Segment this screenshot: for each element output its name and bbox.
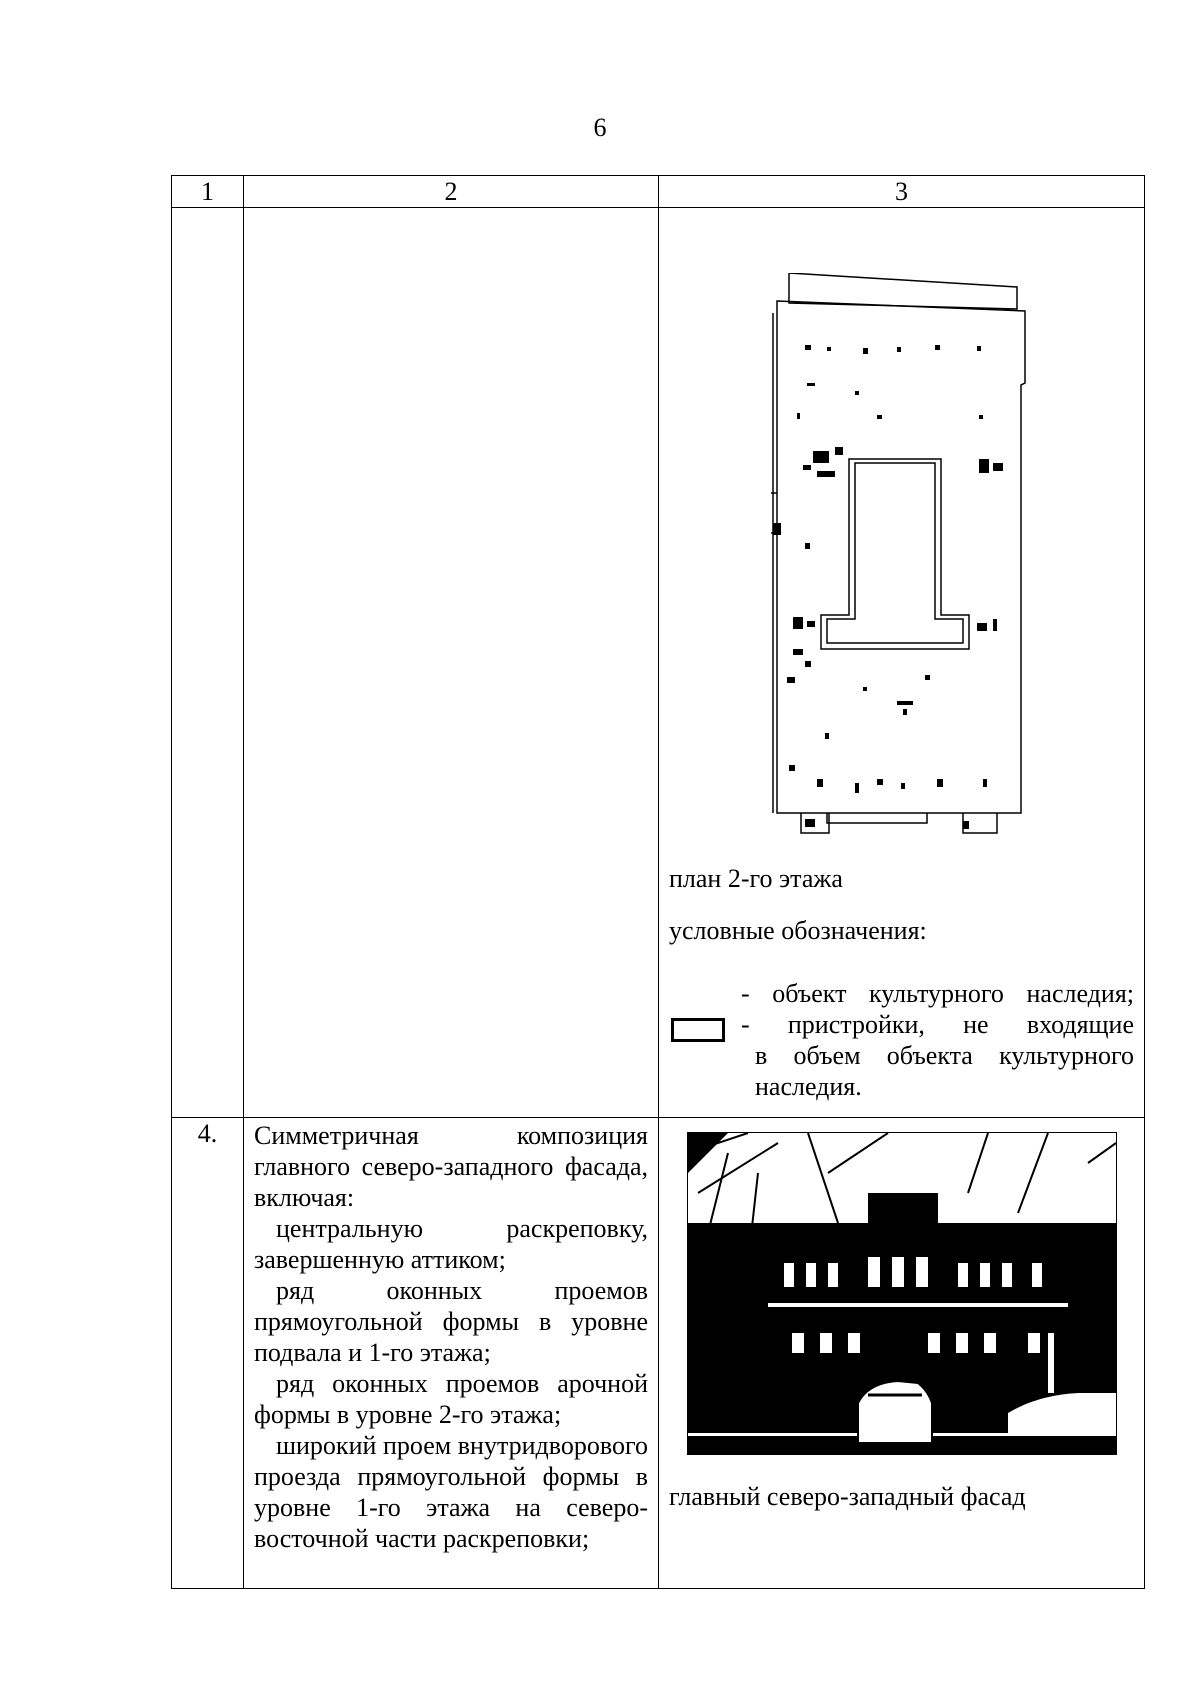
cell-plan bbox=[659, 208, 1145, 1118]
legend-item-extensions-line3: наследия. bbox=[755, 1072, 862, 1101]
page-number: 6 bbox=[593, 113, 607, 142]
row-description bbox=[244, 1118, 659, 1589]
desc-line: центральную раскреповку, завершенную аттиком; bbox=[254, 1214, 648, 1274]
table-row-4 bbox=[172, 1118, 1145, 1589]
legend-item-extensions-line2: в объем объекта культурного bbox=[755, 1041, 1134, 1070]
floor-plan-figure bbox=[669, 208, 1134, 863]
legend-item-extensions-line1: - пристройки, не входящие bbox=[741, 1010, 1135, 1039]
cell-photo bbox=[659, 1118, 1145, 1589]
legend-item-heritage: - объект культурного наследия; bbox=[741, 979, 1134, 1008]
table-header-row bbox=[172, 176, 1145, 208]
photo-caption: главный северо-западный фасад bbox=[669, 1482, 1026, 1511]
monument-table bbox=[171, 175, 1145, 1589]
floor-plan-image bbox=[767, 273, 1027, 873]
table-row-plan bbox=[172, 208, 1145, 1118]
desc-line: Симметричная композиция главного северо-западного фасада, включая: bbox=[254, 1121, 648, 1212]
legend bbox=[669, 978, 1134, 1102]
facade-photo bbox=[687, 1132, 1117, 1455]
desc-line: широкий проем внутридворового проезда прямоугольной формы в уровне 1-го этажа на северо-восточной части раскреповки; bbox=[254, 1431, 648, 1553]
legend-item-extensions bbox=[669, 1009, 1134, 1040]
cell-description-empty bbox=[244, 208, 659, 1118]
cell-number-empty bbox=[172, 208, 244, 1118]
header-col-2: 2 bbox=[244, 176, 659, 208]
desc-line: ряд оконных проемов прямоугольной формы в уровне подвала и 1-го этажа; bbox=[254, 1276, 648, 1367]
legend-title: условные обозначения: bbox=[669, 916, 927, 945]
header-col-3: 3 bbox=[659, 176, 1145, 208]
legend-outline-swatch bbox=[671, 1018, 725, 1042]
desc-line: ряд оконных проемов арочной формы в уровне 2-го этажа; bbox=[254, 1369, 648, 1429]
header-col-1: 1 bbox=[172, 176, 244, 208]
facade-photo-wrap bbox=[659, 1118, 1134, 1455]
row-number: 4. bbox=[172, 1118, 244, 1589]
plan-caption: план 2-го этажа bbox=[669, 864, 843, 893]
